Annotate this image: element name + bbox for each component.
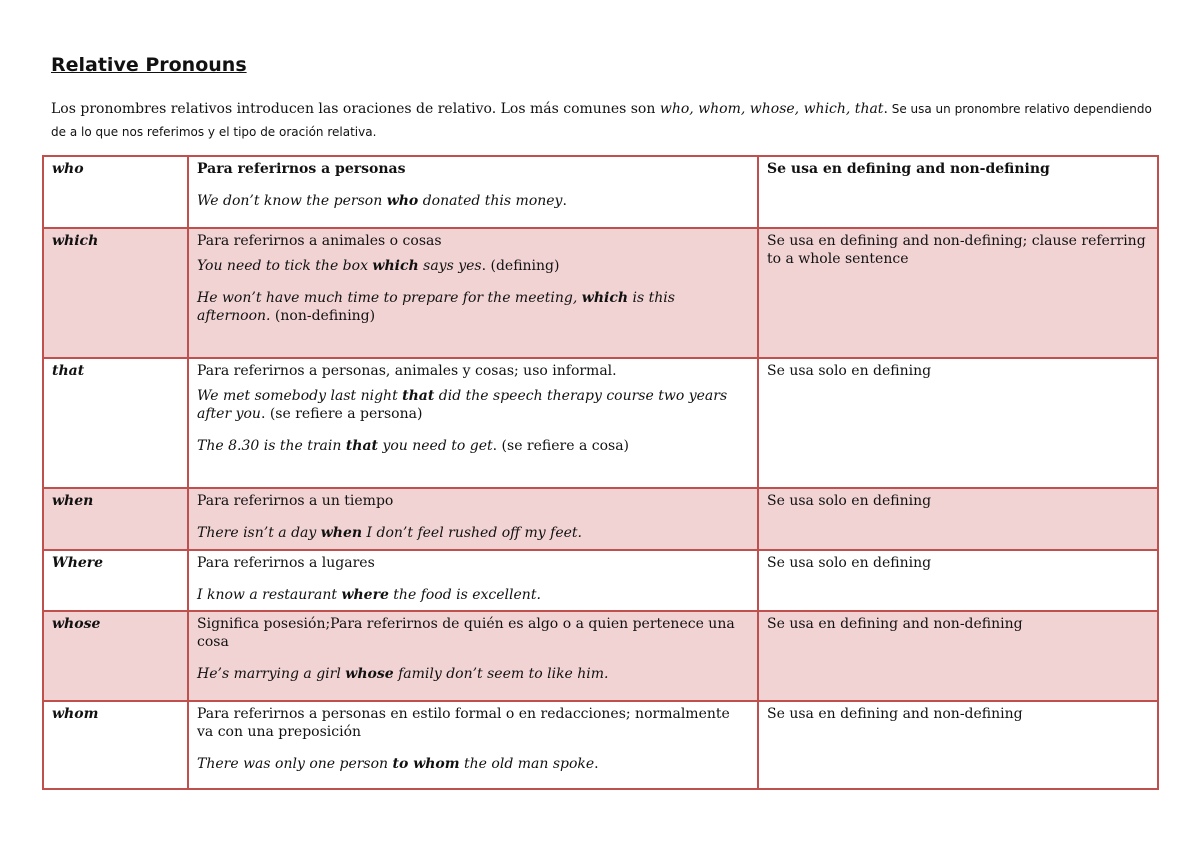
intro-rest: Se usa un pronombre relativo dependiendo de a lo que nos referimos y el tipo de oración relativa.	[51, 102, 1152, 139]
usage-text: Para referirnos a personas, animales y cosas; uso informal.	[197, 363, 617, 379]
page-title: Relative Pronouns	[51, 54, 247, 76]
usage-text: Significa posesión;Para referirnos de quién es algo o a quien pertenece una cosa	[197, 616, 735, 650]
example-sentence: There was only one person to whom the old man spoke.	[197, 756, 599, 772]
table-row-where	[43, 550, 1158, 611]
usage-text: Para referirnos a lugares	[197, 555, 375, 571]
table-row-whom	[43, 701, 1158, 789]
usage-text: Para referirnos a animales o cosas	[197, 233, 442, 249]
table-row-that	[43, 358, 1158, 488]
usage-cell	[188, 611, 758, 701]
clause-type-cell: Se usa en defining and non-defining	[758, 156, 1158, 228]
usage-cell	[188, 156, 758, 228]
example-sentence: We don’t know the person who donated this money.	[197, 193, 567, 209]
usage-cell	[188, 358, 758, 488]
intro-examples: who, whom, whose, which, that	[659, 101, 884, 117]
usage-text: Para referirnos a personas	[197, 161, 406, 177]
table-row-when	[43, 488, 1158, 550]
clause-type-cell: Se usa solo en defining	[758, 488, 1158, 550]
pronoun-cell: when	[43, 488, 188, 550]
pronoun-cell: that	[43, 358, 188, 488]
example-sentence: You need to tick the box which says yes. (defining)	[197, 258, 560, 274]
intro-lead: Los pronombres relativos introducen las oraciones de relativo. Los más comunes son	[51, 101, 660, 117]
usage-cell	[188, 701, 758, 789]
usage-cell	[188, 550, 758, 611]
example-sentence: We met somebody last night that did the speech therapy course two years after you. (se refiere a persona)	[197, 388, 728, 422]
relative-pronouns-table	[42, 155, 1159, 790]
pronoun-cell: Where	[43, 550, 188, 611]
table-row-whose	[43, 611, 1158, 701]
intro-paragraph	[51, 98, 1161, 144]
usage-text: Para referirnos a un tiempo	[197, 493, 394, 509]
example-sentence: The 8.30 is the train that you need to get. (se refiere a cosa)	[197, 438, 630, 454]
usage-cell	[188, 488, 758, 550]
clause-type-cell: Se usa en defining and non-defining; clause referring to a whole sentence	[758, 228, 1158, 358]
example-sentence: He won’t have much time to prepare for the meeting, which is this afternoon. (non-defining)	[197, 290, 675, 324]
usage-text: Para referirnos a personas en estilo formal o en redacciones; normalmente va con una preposición	[197, 706, 730, 740]
pronoun-cell: whom	[43, 701, 188, 789]
example-sentence: I know a restaurant where the food is excellent.	[197, 587, 541, 603]
clause-type-cell: Se usa en defining and non-defining	[758, 701, 1158, 789]
example-sentence: He’s marrying a girl whose family don’t seem to like him.	[197, 666, 609, 682]
usage-cell	[188, 228, 758, 358]
pronoun-cell: who	[43, 156, 188, 228]
example-sentence: There isn’t a day when I don’t feel rushed off my feet.	[197, 525, 582, 541]
clause-type-cell: Se usa solo en defining	[758, 358, 1158, 488]
clause-type-cell: Se usa en defining and non-defining	[758, 611, 1158, 701]
table-row-which	[43, 228, 1158, 358]
clause-type-cell: Se usa solo en defining	[758, 550, 1158, 611]
intro-dot: .	[883, 101, 888, 117]
table-row-who	[43, 156, 1158, 228]
pronoun-cell: whose	[43, 611, 188, 701]
pronoun-cell: which	[43, 228, 188, 358]
